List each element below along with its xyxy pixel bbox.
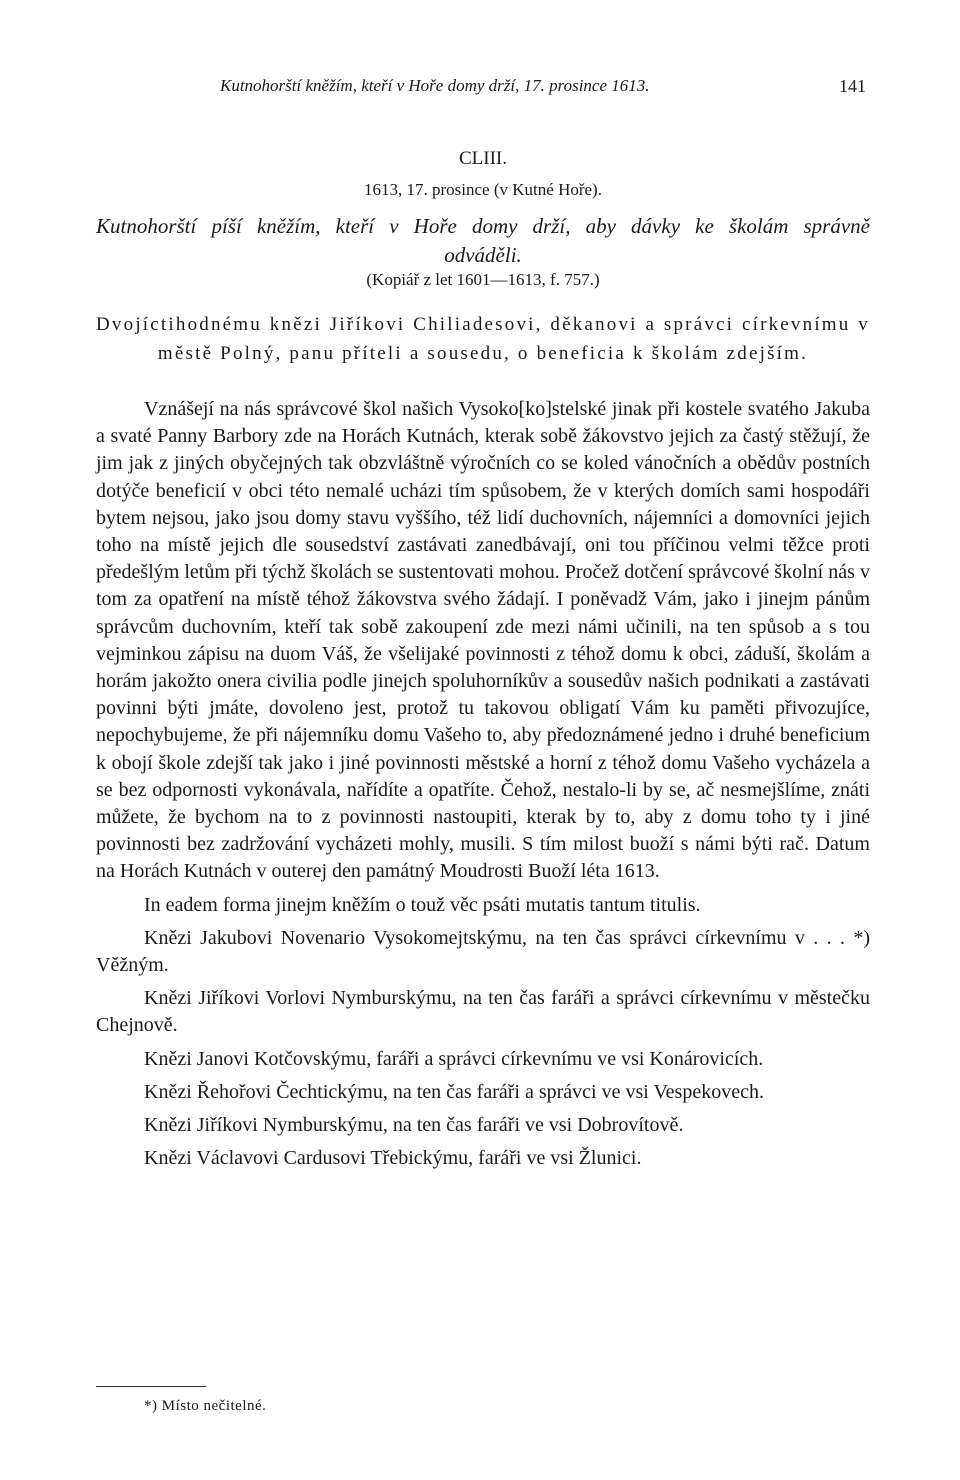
document-body [96,396,870,1172]
document-page [96,0,870,1480]
document-number: CLIII. [458,148,507,169]
recipient-line: Knězi Jiříkovi Nymburskýmu, na ten čas faráři ve vsi Dobrovítově. [144,1114,684,1137]
footnote: *) Místo nečitelné. [144,1398,267,1414]
recipient-line: Knězi Řehořovi Čechtickýmu, na ten čas faráři a správci ve vsi Vespekovech. [144,1080,764,1103]
page-number: 141 [839,76,866,96]
recipient-line: Knězi Janovi Kotčovskýmu, faráři a správci církevnímu ve vsi Konárovicích. [144,1047,764,1070]
document-addressee: Dvojíctihodnému knězi Jiříkovi Chiliadesovi, děkanovi a správci církevnímu v městě Polný, panu příteli a sousedu, o beneficia k školám zdejším. [96,314,870,364]
document-source: (Kopiář z let 1601—1613, f. 757.) [366,270,600,289]
recipient-line: Knězi Jakubovi Novenario Vysokomejtskýmu, na ten čas správci církevnímu v . . . *) Věžným. [96,926,870,977]
recipient-line: Knězi Jiříkovi Vorlovi Nymburskýmu, na ten čas faráři a správci církevnímu v městečku Chejnově. [96,987,870,1037]
body-paragraph-letter: Vznášejí na nás správcové škol našich Vysoko[ko]stelské jinak při kostele svatého Jakuba a svaté Panny Barbory zde na Horách Kutnách, kterak sobě žákovstvo jejich za častý stěžují, že jim jak z jiných obyčejných tak obzvláštně výročních co se koled vánočních a obědův postních dotýče beneficií v obci této nemalé ucházi tím spůsobem, že v kterých domích sami hospodáři bytem nejsou, jako jsou domy stavu vyššího, též lidí duchovních, nájemníci a domovníci jejich toho na místě jejich dle sousedství zastávati zanedbávají, oni tou příčinou velmi těžce proti předešlým letům při týchž školách se sustentovati mohou. Pročež dotčení správcové školní nás v tom za opatření na místě téhož žákovstva svého žádají. I poněvadž Vám, jako i jinejm pánům správcům duchovním, kteří tak sobě zakoupení zde mezi námi učinili, na ten spůsob a s tou vejminkou zápisu na duom Váš, že všelijaké povinnosti z téhož domu k obci, záduší, školám a horám jakožto onera civilia podle jinejch spoluhorníkův a sousedův našich podnikati a zastávati povinni býti jmáte, dovoleno jest, protož tu takovou obligatí Vám ku paměti přivozujíce, nepochybujeme, že při nájemníku domu Vašeho to, aby předoznámené jedno i druhé beneficium k obojí škole zdejší tak jako i jiné povinnosti městské a horní z téhož domu Vašeho vycházela a se bez odpornosti vykonávala, nařídíte a opatříte. Čehož, nestalo-li by se, ač nesmejšlíme, znáti můžete, že bychom na to z povinnosti nastoupiti, kterak by to, aby z domu toho ty i jiné povinnosti bez zadržování vycházeti mohly, musili. S tím milost buoží s námi býti rač. Datum na Horách Kutnách v outerej den památný Moudrosti Buoží léta 1613. [96,398,870,883]
recipient-line: Knězi Václavovi Cardusovi Třebickýmu, faráři ve vsi Žlunici. [144,1147,642,1170]
running-title: Kutnohorští kněžím, kteří v Hoře domy drží, 17. prosince 1613. [220,76,650,95]
running-header [96,76,870,104]
body-paragraph-note: In eadem forma jinejm kněžím o touž věc psáti mutatis tantum titulis. [144,893,701,916]
document-date-place: 1613, 17. prosince (v Kutné Hoře). [364,180,602,199]
document-heading: Kutnohorští píší kněžím, kteří v Hoře domy drží, aby dávky ke školám správně odváděli. [96,214,870,267]
footnote-divider [96,1386,206,1387]
